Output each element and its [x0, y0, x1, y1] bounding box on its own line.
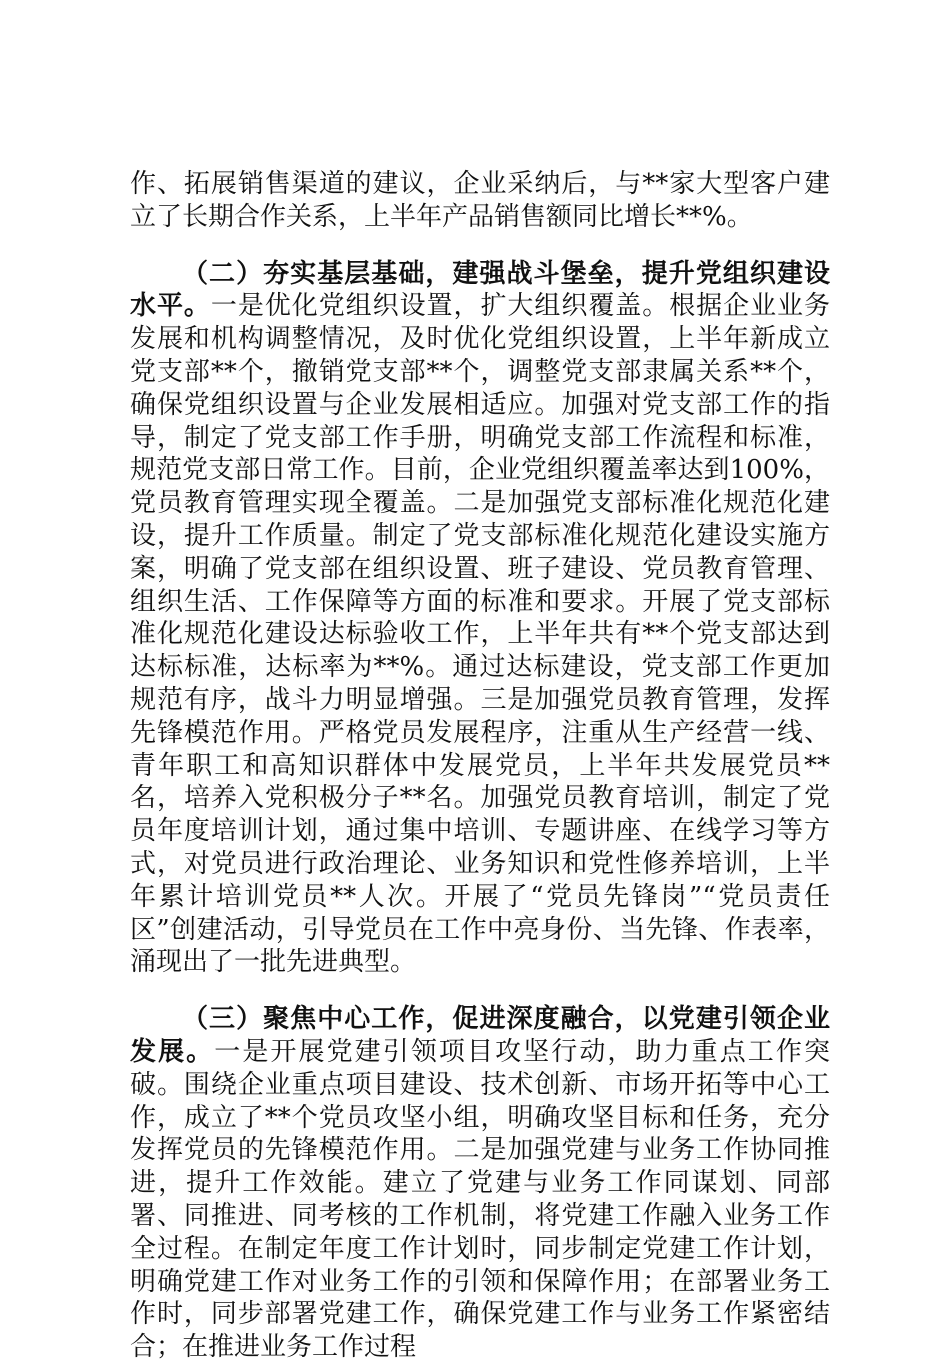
paragraph-body: 一是开展党建引领项目攻坚行动，助力重点工作突破。围绕企业重点项目建设、技术创新、市场开拓等中心工作，成立了**个党员攻坚小组，明确攻坚目标和任务，充分发挥党员的先锋模范作用。二是加强党建与业务工作协同推进，提升工作效能。建立了党建与业务工作同谋划、同部署、同推进、同考核的工作机制，将党建工作融入业务工作全过程。在制定年度工作计划时，同步制定党建工作计划，明确党建工作对业务工作的引领和保障作用；在部署业务工作时，同步部署党建工作，确保党建工作与业务工作紧密结合；在推进业务工作过程 — [130, 1036, 830, 1363]
document-page — [130, 168, 830, 1364]
paragraph-section-3 — [130, 1003, 830, 1364]
section-heading: （三）聚焦中心工作，促进深度融合，以党建引领企业发展。 — [130, 1004, 830, 1067]
paragraph-body: 作、拓展销售渠道的建议，企业采纳后，与**家大型客户建立了长期合作关系，上半年产品销售额同比增长**%。 — [130, 169, 830, 232]
paragraph-section-2 — [130, 258, 830, 980]
paragraph-continued — [130, 168, 830, 234]
paragraph-body: 一是优化党组织设置，扩大组织覆盖。根据企业业务发展和机构调整情况，及时优化党组织设置，上半年新成立党支部**个，撤销党支部**个，调整党支部隶属关系**个，确保党组织设置与企业发展相适应。加强对党支部工作的指导，制定了党支部工作手册，明确党支部工作流程和标准，规范党支部日常工作。目前，企业党组织覆盖率达到100%，党员教育管理实现全覆盖。二是加强党支部标准化规范化建设，提升工作质量。制定了党支部标准化规范化建设实施方案，明确了党支部在组织设置、班子建设、党员教育管理、组织生活、工作保障等方面的标准和要求。开展了党支部标准化规范化建设达标验收工作，上半年共有**个党支部达到达标标准，达标率为**%。通过达标建设，党支部工作更加规范有序，战斗力明显增强。三是加强党员教育管理，发挥先锋模范作用。严格党员发展程序，注重从生产经营一线、青年职工和高知识群体中发展党员，上半年共发展党员**名，培养入党积极分子**名。加强党员教育培训，制定了党员年度培训计划，通过集中培训、专题讲座、在线学习等方式，对党员进行政治理论、业务知识和党性修养培训，上半年累计培训党员**人次。开展了“党员先锋岗”“党员责任区”创建活动，引导党员在工作中亮身份、当先锋、作表率，涌现出了一批先进典型。 — [130, 291, 830, 978]
section-heading: （二）夯实基层基础，建强战斗堡垒，提升党组织建设水平。 — [130, 258, 830, 322]
